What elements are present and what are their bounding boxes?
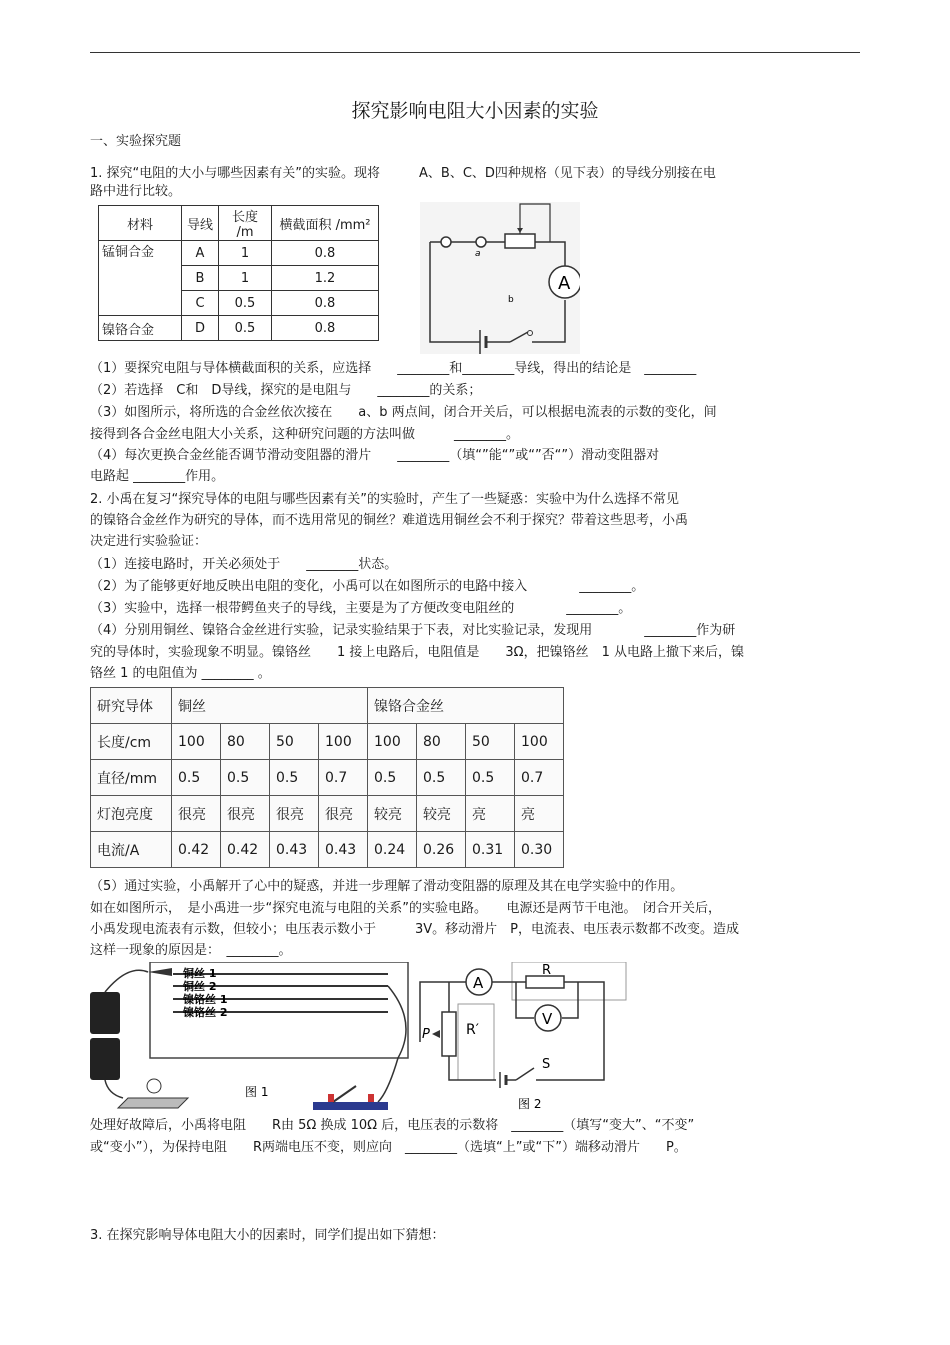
point-b-label: b <box>508 295 514 305</box>
rheostat-label: R′ <box>466 1022 479 1038</box>
table-cell: 很亮 <box>172 796 221 832</box>
table-cell: 0.7 <box>515 760 564 796</box>
q2-sub4c: 铬丝 1 的电阻值为 ________ 。 <box>90 666 271 681</box>
table-cell: 0.31 <box>466 832 515 868</box>
q2-sub4a: （4）分别用铜丝、镍铬合金丝进行实验，记录实验结果于下表，对比实验记录，发现用 ________作为研 <box>90 623 736 638</box>
table-header: 材料 <box>99 206 182 241</box>
q2-sub5c: 小禹发现电流表有示数，但较小；电压表示数小于 3V。移动滑片 P，电流表、电压表示数都不改变。造成 <box>90 922 740 937</box>
figure-1-caption: 图 1 <box>245 1085 269 1099</box>
table-cell: 1 <box>219 266 272 291</box>
table-cell: 100 <box>368 724 417 760</box>
table-cell: 0.5 <box>172 760 221 796</box>
q2-sub3: （3）实验中，选择一根带鳄鱼夹子的导线，主要是为了方便改变电阻丝的 ________。 <box>90 601 632 616</box>
q2-sub2: （2）为了能够更好地反映出电阻的变化，小禹可以在如图所示的电路中接入 ________。 <box>90 579 645 594</box>
battery-icon <box>90 1038 120 1080</box>
table-row <box>91 796 564 832</box>
table-cell: 0.26 <box>417 832 466 868</box>
table-cell: 1.2 <box>272 266 379 291</box>
table-cell: 亮 <box>515 796 564 832</box>
bulb-icon <box>147 1079 161 1093</box>
q1-sub2: （2）若选择 C和 D导线，探究的是电阻与 ________的关系； <box>90 383 482 398</box>
resistor-label: R <box>542 963 552 978</box>
slider-icon <box>432 1030 440 1038</box>
rheostat-icon <box>442 1012 456 1056</box>
q1-circuit-diagram <box>420 202 580 354</box>
table-cell: 0.5 <box>368 760 417 796</box>
table-header: 铜丝 <box>172 688 368 724</box>
table-cell: 0.5 <box>417 760 466 796</box>
q1-sub4a: （4）每次更换合金丝能否调节滑动变阻器的滑片 ________（填“”能“”或“”否“”）滑动变阻器对 <box>90 448 660 463</box>
q2-sub5d: 这样一现象的原因是： ________。 <box>90 943 292 958</box>
switch-icon <box>516 1068 534 1080</box>
table-cell: 50 <box>270 724 319 760</box>
table-cell: 锰铜合金 <box>99 241 182 316</box>
switch-icon <box>313 1102 388 1110</box>
table-cell: 镍铬合金 <box>99 316 182 341</box>
table-row-label: 直径/mm <box>91 760 172 796</box>
table-cell: 很亮 <box>221 796 270 832</box>
table-cell: 0.8 <box>272 316 379 341</box>
wire-label: 铜丝 2 <box>183 980 217 993</box>
figure-2-circuit <box>416 962 628 1114</box>
q2-sub4b: 究的导体时，实验现象不明显。镍铬丝 1 接上电路后，电阻值是 3Ω，把镍铬丝 1 从电路上撤下来后，镍 <box>90 645 745 660</box>
wire-label: 镍铬丝 2 <box>183 1006 228 1019</box>
table-cell: 0.24 <box>368 832 417 868</box>
table-cell: 较亮 <box>417 796 466 832</box>
battery-icon <box>90 992 120 1034</box>
table-cell: 0.8 <box>272 291 379 316</box>
header-rule <box>90 52 860 53</box>
table-row-label: 电流/A <box>91 832 172 868</box>
q2-sub5b: 如在如图所示， 是小禹进一步“探究电流与电阻的关系”的实验电路。 电源还是两节干电池。 闭合开关后， <box>90 901 721 916</box>
table-cell: C <box>182 291 219 316</box>
q1-sub3b: 接得到各合金丝电阻大小关系，这种研究问题的方法叫做 ________。 <box>90 427 520 442</box>
q2-intro2: 的镍铬合金丝作为研究的导体，而不选用常见的铜丝？难道选用铜丝会不利于探究？带着这些思考，小禹 <box>90 513 689 528</box>
table-cell: A <box>182 241 219 266</box>
table-row <box>91 760 564 796</box>
table-cell: 0.42 <box>172 832 221 868</box>
point-a-label: a <box>475 249 481 259</box>
table-cell: 很亮 <box>319 796 368 832</box>
table-cell: 50 <box>466 724 515 760</box>
table-cell: B <box>182 266 219 291</box>
ammeter-label: A <box>473 974 484 992</box>
figure-2-caption: 图 2 <box>518 1097 542 1111</box>
slider-label: P <box>422 1027 430 1042</box>
switch-label: S <box>542 1057 551 1072</box>
table-row-label: 灯泡亮度 <box>91 796 172 832</box>
wire-label: 镍铬丝 1 <box>183 993 228 1006</box>
table-cell: 80 <box>417 724 466 760</box>
table-cell: 0.5 <box>466 760 515 796</box>
table-header: 长度 /m <box>219 206 272 241</box>
section-heading: 一、实验探究题 <box>90 134 182 149</box>
bulb-base-icon <box>118 1098 188 1108</box>
table-header: 研究导体 <box>91 688 172 724</box>
table-header: 横截面积 /mm² <box>272 206 379 241</box>
q2-after2: 或“变小”），为保持电阻 R两端电压不变，则应向 ________（选填“上”或“下”）端移动滑片 P。 <box>90 1140 687 1155</box>
q2-intro3: 决定进行实验验证： <box>90 534 208 549</box>
table-row <box>91 724 564 760</box>
voltmeter-label: V <box>542 1010 553 1028</box>
q2-sub1: （1）连接电路时，开关必须处于 ________状态。 <box>90 557 398 572</box>
table-cell: 0.8 <box>272 241 379 266</box>
table-cell: 0.42 <box>221 832 270 868</box>
table-cell: 0.43 <box>319 832 368 868</box>
table-row <box>91 832 564 868</box>
table-cell: 1 <box>219 241 272 266</box>
table-cell: 0.7 <box>319 760 368 796</box>
q2-after1: 处理好故障后，小禹将电阻 R由 5Ω 换成 10Ω 后，电压表的示数将 ________（填写“变大”、“不变” <box>90 1118 695 1133</box>
table-cell: 80 <box>221 724 270 760</box>
table-cell: 亮 <box>466 796 515 832</box>
q1-sub3a: （3）如图所示，将所选的合金丝依次接在 a、b 两点间，闭合开关后，可以根据电流表的示数的变化，间 <box>90 405 717 420</box>
table-cell: 0.5 <box>270 760 319 796</box>
table-header: 导线 <box>182 206 219 241</box>
alligator-clip-icon <box>148 968 172 976</box>
table-cell: 100 <box>319 724 368 760</box>
q1-spec-table <box>98 205 379 341</box>
table-cell: 很亮 <box>270 796 319 832</box>
table-cell: 0.5 <box>221 760 270 796</box>
table-cell: 0.5 <box>219 316 272 341</box>
table-cell: D <box>182 316 219 341</box>
table-cell: 0.5 <box>219 291 272 316</box>
table-header: 镍铬合金丝 <box>368 688 564 724</box>
q1-sub1: （1）要探究电阻与导体横截面积的关系，应选择 ________和________导线，得出的结论是 ________ <box>90 361 697 376</box>
rheostat-icon <box>505 234 535 248</box>
q1-sub4b: 电路起 ________作用。 <box>90 469 225 484</box>
table-cell: 0.43 <box>270 832 319 868</box>
table-row-label: 长度/cm <box>91 724 172 760</box>
table-cell: 较亮 <box>368 796 417 832</box>
ammeter-label: A <box>558 273 571 294</box>
table-cell: 100 <box>172 724 221 760</box>
q1-line1: 1. 探究“电阻的大小与哪些因素有关”的实验。现将 A、B、C、D四种规格（见下表）的导线分别接在电 <box>90 166 716 181</box>
page-title: 探究影响电阻大小因素的实验 <box>351 100 599 122</box>
figure-1-apparatus <box>88 962 413 1114</box>
table-cell: 100 <box>515 724 564 760</box>
q2-results-table <box>90 687 564 868</box>
table-cell: 0.30 <box>515 832 564 868</box>
q1-line2: 路中进行比较。 <box>90 184 182 199</box>
q2-sub5a: （5）通过实验，小禹解开了心中的疑惑，并进一步理解了滑动变阻器的原理及其在电学实验中的作用。 <box>90 879 684 894</box>
wire-label: 铜丝 1 <box>183 967 217 980</box>
q2-intro1: 2. 小禹在复习“探究导体的电阻与哪些因素有关”的实验时，产生了一些疑惑：实验中为什么选择不常见 <box>90 492 680 507</box>
q3-line1: 3. 在探究影响导体电阻大小的因素时，同学们提出如下猜想： <box>90 1228 445 1243</box>
